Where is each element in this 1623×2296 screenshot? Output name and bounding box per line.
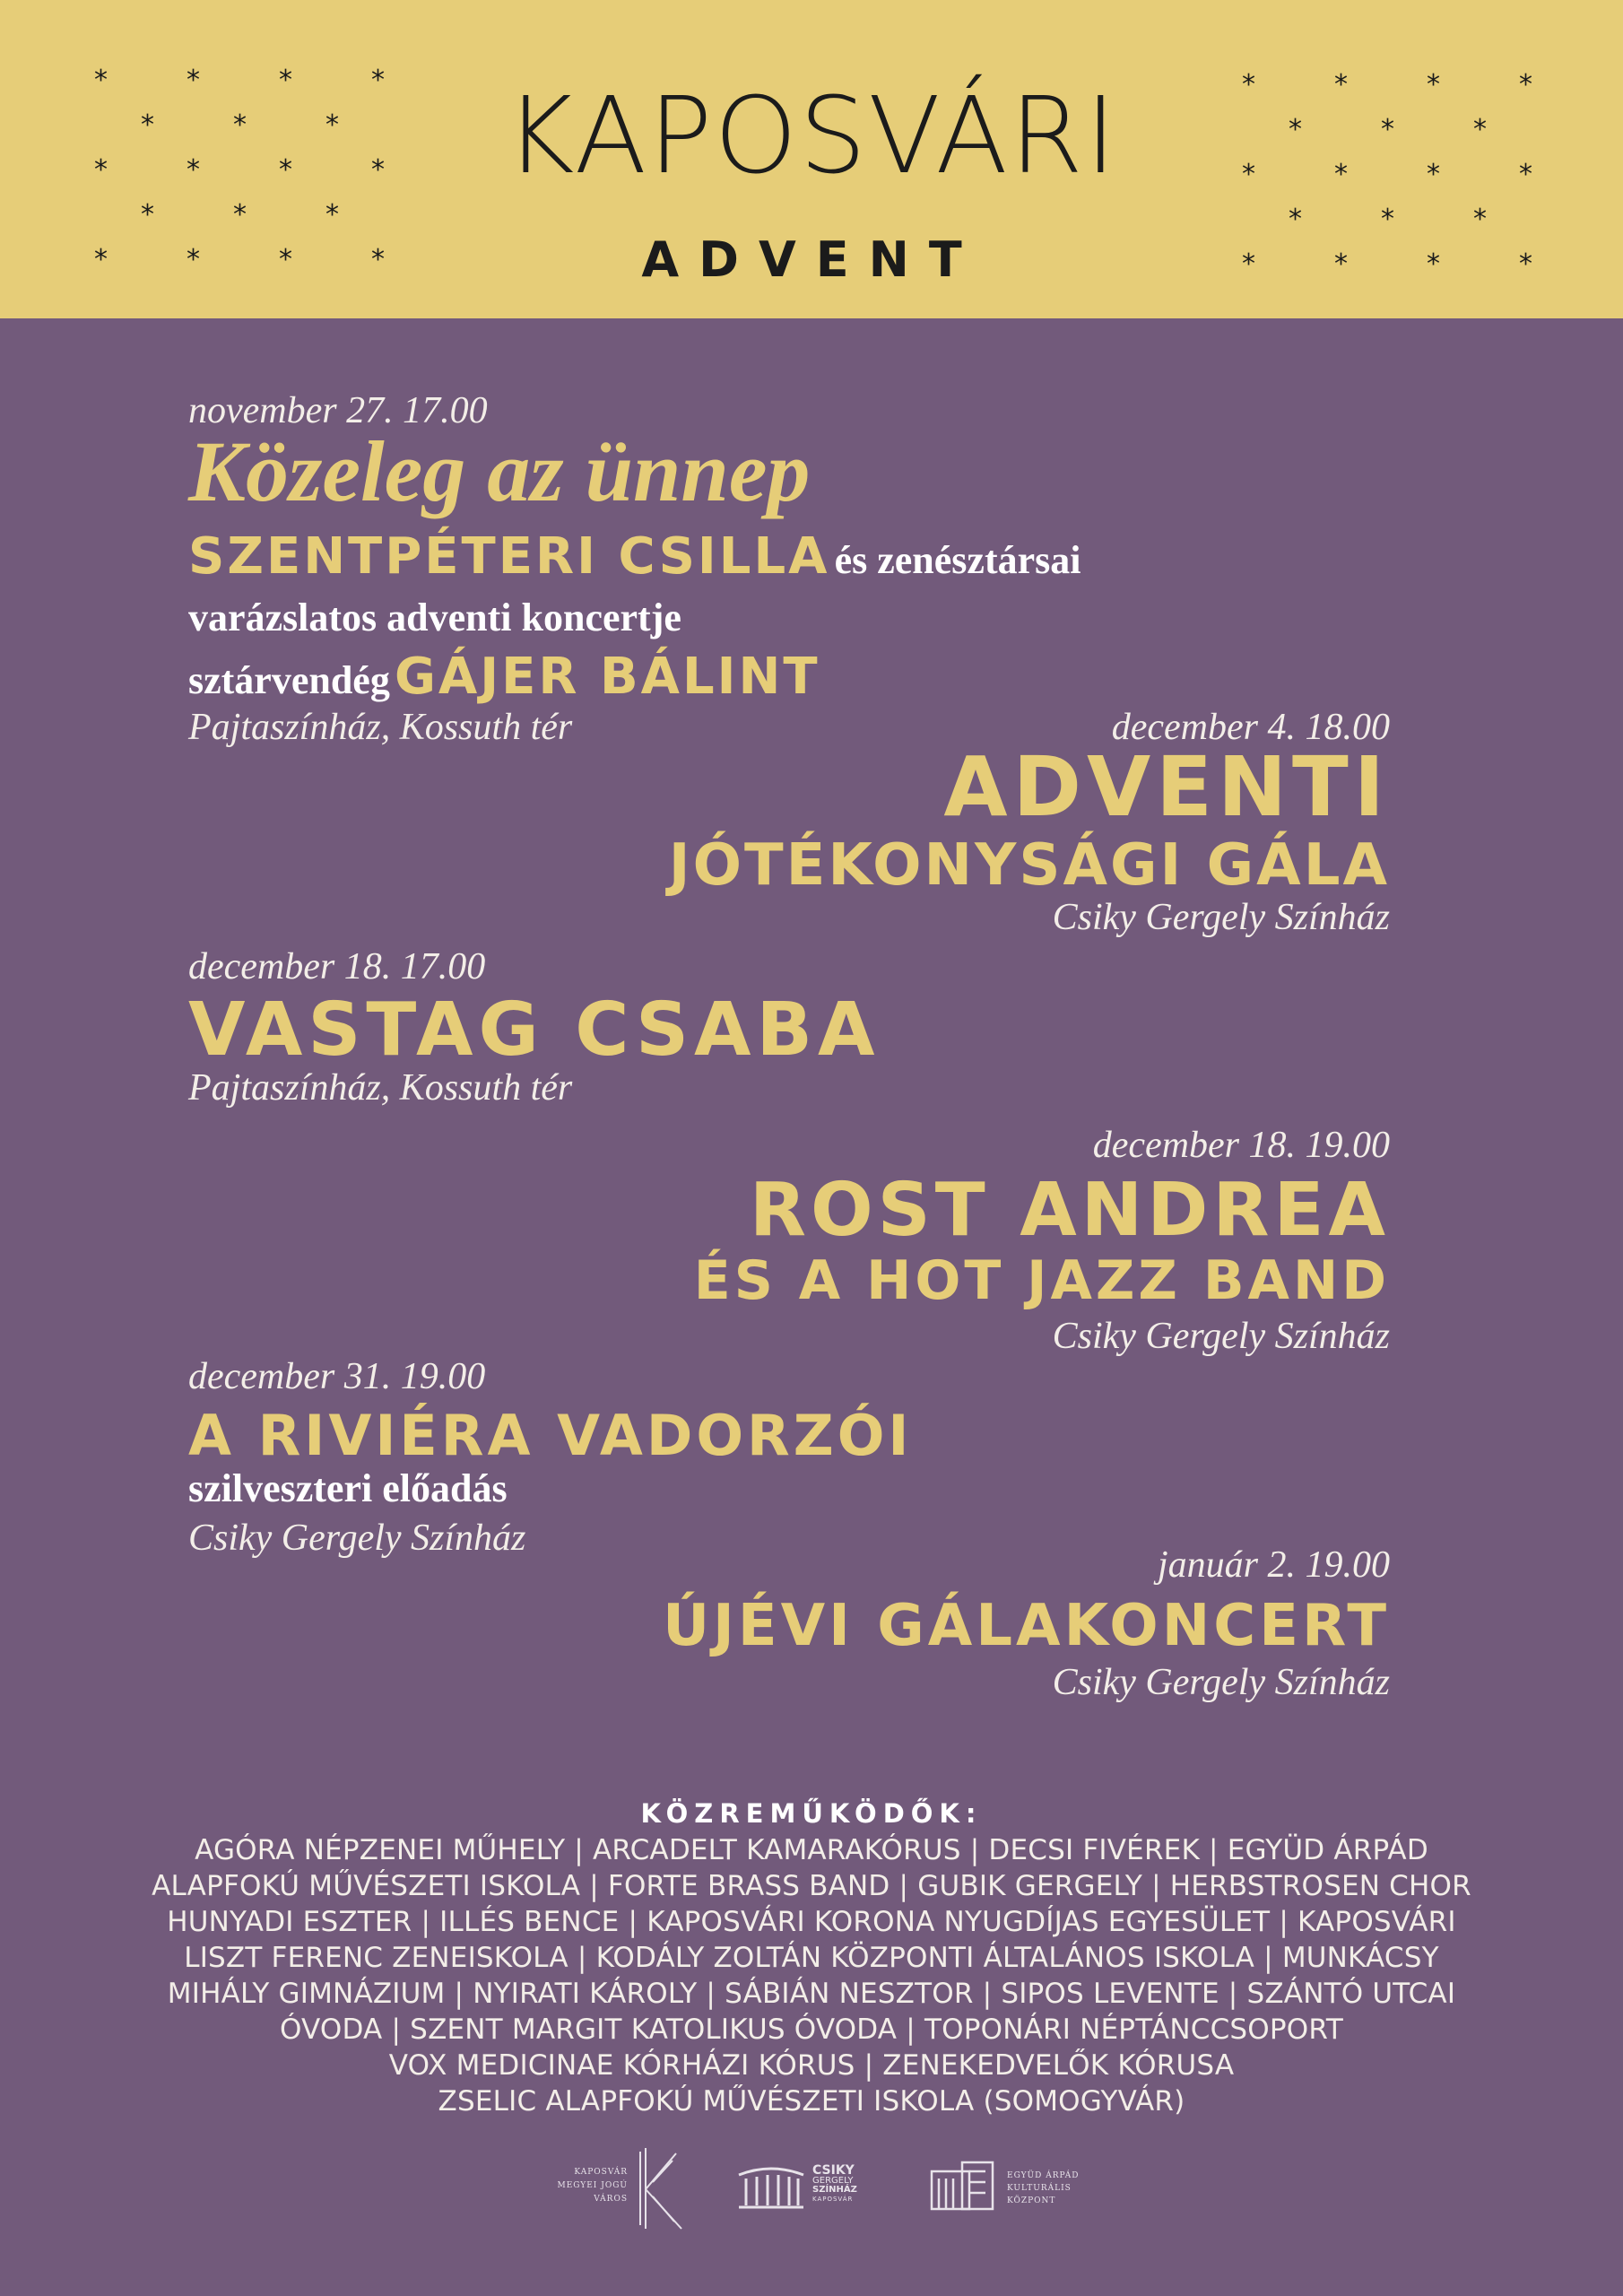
event-venue: Csiky Gergely Színház <box>1052 897 1390 938</box>
event-title: A RIVIÉRA VADORZÓI <box>188 1403 913 1468</box>
poster-title: KAPOSVÁRI <box>505 74 1118 197</box>
contributors-line: MIHÁLY GIMNÁZIUM | NYIRATI KÁROLY | SÁBIÁN NESZTOR | SIPOS LEVENTE | SZÁNTÓ UTCAI <box>167 1978 1456 2010</box>
event-title-line1: ROST ANDREA <box>749 1168 1390 1253</box>
contributors-line: ZSELIC ALAPFOKÚ MŰVÉSZETI ISKOLA (SOMOGYVÁR) <box>438 2085 1185 2118</box>
contributors-line: ÓVODA | SZENT MARGIT KATOLIKUS ÓVODA | TOPONÁRI NÉPTÁNCCSOPORT <box>279 2013 1344 2046</box>
event-date: január 2. 19.00 <box>1157 1544 1390 1586</box>
event-artist: SZENTPÉTERI CSILLA <box>188 527 830 586</box>
event-venue: Csiky Gergely Színház <box>188 1518 526 1559</box>
event-description: varázslatos adventi koncertje <box>188 596 681 639</box>
event-title: ÚJÉVI GÁLAKONCERT <box>663 1593 1390 1659</box>
event-venue: Pajtaszínház, Kossuth tér <box>188 707 573 748</box>
event-guest-prefix: sztárvendég <box>188 658 390 702</box>
city-logo-line: KAPOSVÁR <box>574 2168 628 2177</box>
event-artist-suffix: és zenésztársai <box>834 538 1081 582</box>
sponsor-logos <box>0 2139 1623 2229</box>
theatre-logo-line: KAPOSVÁR <box>812 2196 854 2203</box>
culture-logo-line: EGYÜD ÁRPÁD <box>1007 2171 1080 2180</box>
event-title: VASTAG CSABA <box>188 987 881 1073</box>
event-date: december 31. 19.00 <box>188 1356 486 1397</box>
theatre-logo <box>735 2161 870 2214</box>
contributors-line: ALAPFOKÚ MŰVÉSZETI ISKOLA | FORTE BRASS BAND | GUBIK GERGELY | HERBSTROSEN CHOR <box>152 1870 1471 1902</box>
event-venue: Csiky Gergely Színház <box>1052 1662 1390 1703</box>
header-banner <box>0 0 1623 318</box>
event-date: december 18. 19.00 <box>1092 1125 1390 1166</box>
contributors-line: VOX MEDICINAE KÓRHÁZI KÓRUS | ZENEKEDVELŐK KÓRUSA <box>388 2049 1235 2082</box>
star-pattern-left: * * * * * * * * * * * * * * * * * * <box>94 65 385 275</box>
theatre-logo-line: SZÍNHÁZ <box>812 2185 857 2195</box>
city-logo-line: VÁROS <box>594 2195 628 2204</box>
event-title-line2: ÉS A HOT JAZZ BAND <box>693 1249 1390 1312</box>
theatre-building-icon <box>735 2161 807 2211</box>
contributors-line: LISZT FERENC ZENEISKOLA | KODÁLY ZOLTÁN KÖZPONTI ÁLTALÁNOS ISKOLA | MUNKÁCSY <box>184 1942 1439 1974</box>
event-description: szilveszteri előadás <box>188 1466 508 1510</box>
city-logo <box>520 2144 690 2231</box>
event-venue: Csiky Gergely Színház <box>1052 1316 1390 1357</box>
event-title: Közeleg az ünnep <box>188 423 811 519</box>
poster-subtitle: ADVENT <box>641 231 982 288</box>
contributors-list <box>131 1832 1492 2119</box>
event-guest-line <box>188 648 820 706</box>
contributors-heading: KÖZREMŰKÖDŐK: <box>640 1798 983 1829</box>
event-title-line2: JÓTÉKONYSÁGI GÁLA <box>668 832 1390 899</box>
culture-logo-line: KULTURÁLIS <box>1007 2184 1072 2193</box>
theatre-logo-line: CSIKY <box>812 2163 855 2178</box>
culture-center-logo <box>928 2159 1098 2214</box>
event-venue: Pajtaszínház, Kossuth tér <box>188 1067 573 1109</box>
k-emblem-icon <box>633 2144 687 2231</box>
star-pattern-right: * * * * * * * * * * * * * * * * * * <box>1242 69 1532 280</box>
event-date: december 4. 18.00 <box>1111 707 1390 748</box>
contributors-line: HUNYADI ESZTER | ILLÉS BENCE | KAPOSVÁRI KORONA NYUGDÍJAS EGYESÜLET | KAPOSVÁRI <box>167 1906 1456 1938</box>
city-logo-line: MEGYEI JOGÚ <box>557 2181 628 2190</box>
event-title-line1: ADVENTI <box>943 739 1390 835</box>
contributors-line: AGÓRA NÉPZENEI MŰHELY | ARCADELT KAMARAKÓRUS | DECSI FIVÉREK | EGYÜD ÁRPÁD <box>195 1834 1428 1866</box>
theatre-logo-line: GERGELY <box>812 2176 854 2186</box>
culture-logo-line: KÖZPONT <box>1007 2196 1056 2205</box>
building-icon <box>928 2159 996 2213</box>
event-guest: GÁJER BÁLINT <box>394 648 820 706</box>
event-artist-line <box>188 527 1081 586</box>
event-date: november 27. 17.00 <box>188 390 488 431</box>
event-date: december 18. 17.00 <box>188 946 486 987</box>
